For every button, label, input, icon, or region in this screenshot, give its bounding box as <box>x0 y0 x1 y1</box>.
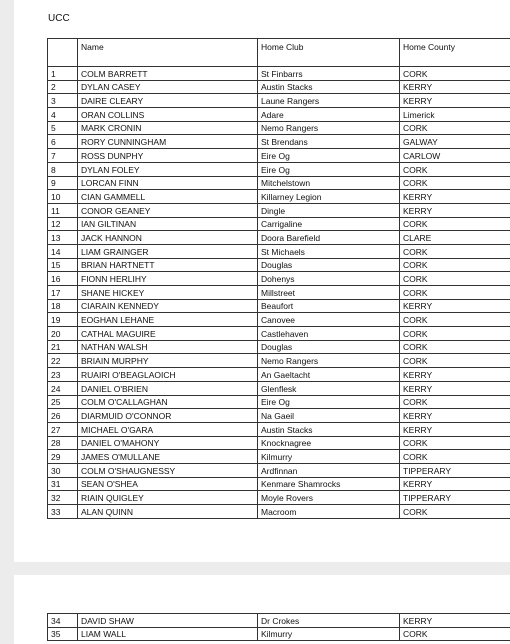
cell-number: 6 <box>48 135 78 149</box>
cell-name: MARK CRONIN <box>78 121 258 135</box>
table-row <box>48 422 510 436</box>
cell-number: 15 <box>48 258 78 272</box>
table-row <box>48 135 510 149</box>
cell-name: EOGHAN LEHANE <box>78 313 258 327</box>
cell-home-county: KERRY <box>400 409 510 423</box>
cell-home-county: KERRY <box>400 368 510 382</box>
cell-home-club: Kilmurry <box>258 627 400 641</box>
cell-home-club: Na Gaeil <box>258 409 400 423</box>
cell-number: 25 <box>48 395 78 409</box>
cell-number: 2 <box>48 80 78 94</box>
cell-home-club: Austin Stacks <box>258 80 400 94</box>
table-row <box>48 354 510 368</box>
cell-name: RIAIN QUIGLEY <box>78 491 258 505</box>
table-row <box>48 436 510 450</box>
table-row <box>48 231 510 245</box>
cell-home-county: CORK <box>400 286 510 300</box>
cell-name: COLM BARRETT <box>78 67 258 81</box>
cell-home-county: CORK <box>400 436 510 450</box>
cell-home-county: KERRY <box>400 80 510 94</box>
cell-number: 13 <box>48 231 78 245</box>
cell-home-county: CORK <box>400 67 510 81</box>
cell-home-club: Eire Og <box>258 149 400 163</box>
cell-home-county: CORK <box>400 627 510 641</box>
cell-name: CIAN GAMMELL <box>78 190 258 204</box>
cell-home-county: CORK <box>400 217 510 231</box>
cell-name: JAMES O'MULLANE <box>78 450 258 464</box>
cell-home-county: CORK <box>400 176 510 190</box>
cell-home-county: KERRY <box>400 94 510 108</box>
cell-home-club: Kenmare Shamrocks <box>258 477 400 491</box>
cell-number: 4 <box>48 108 78 122</box>
cell-home-county: CORK <box>400 313 510 327</box>
cell-name: DANIEL O'BRIEN <box>78 381 258 395</box>
cell-name: MICHAEL O'GARA <box>78 422 258 436</box>
table-row <box>48 299 510 313</box>
column-header-home-county: Home County <box>400 39 510 67</box>
cell-name: DAIRE CLEARY <box>78 94 258 108</box>
cell-number: 29 <box>48 450 78 464</box>
table-row <box>48 108 510 122</box>
cell-home-club: Laune Rangers <box>258 94 400 108</box>
table-row <box>48 162 510 176</box>
cell-home-county: CORK <box>400 244 510 258</box>
table-row <box>48 491 510 505</box>
table-row <box>48 463 510 477</box>
table-row <box>48 80 510 94</box>
cell-name: RUAIRI O'BEAGLAOICH <box>78 368 258 382</box>
cell-home-county: CARLOW <box>400 149 510 163</box>
cell-home-club: St Brendans <box>258 135 400 149</box>
cell-home-county: CORK <box>400 395 510 409</box>
cell-home-club: St Michaels <box>258 244 400 258</box>
table-row <box>48 477 510 491</box>
cell-home-club: Nemo Rangers <box>258 121 400 135</box>
table-row <box>48 409 510 423</box>
cell-name: DAVID SHAW <box>78 614 258 628</box>
column-header-name: Name <box>78 39 258 67</box>
cell-number: 27 <box>48 422 78 436</box>
cell-name: FIONN HERLIHY <box>78 272 258 286</box>
cell-home-county: CORK <box>400 505 510 519</box>
cell-name: DIARMUID O'CONNOR <box>78 409 258 423</box>
team-roster-table-continued <box>47 613 510 641</box>
cell-number: 16 <box>48 272 78 286</box>
cell-name: SEAN O'SHEA <box>78 477 258 491</box>
cell-name: COLM O'CALLAGHAN <box>78 395 258 409</box>
cell-number: 17 <box>48 286 78 300</box>
cell-name: LIAM WALL <box>78 627 258 641</box>
cell-number: 32 <box>48 491 78 505</box>
cell-home-club: Carrigaline <box>258 217 400 231</box>
cell-home-club: Canovee <box>258 313 400 327</box>
cell-home-club: Millstreet <box>258 286 400 300</box>
cell-home-county: CLARE <box>400 231 510 245</box>
cell-name: DYLAN CASEY <box>78 80 258 94</box>
cell-home-club: Adare <box>258 108 400 122</box>
cell-home-club: Beaufort <box>258 299 400 313</box>
cell-home-club: Doora Barefield <box>258 231 400 245</box>
cell-number: 8 <box>48 162 78 176</box>
table-row <box>48 505 510 519</box>
cell-home-club: Mitchelstown <box>258 176 400 190</box>
cell-home-county: TIPPERARY <box>400 463 510 477</box>
cell-number: 24 <box>48 381 78 395</box>
table-row <box>48 149 510 163</box>
cell-number: 7 <box>48 149 78 163</box>
cell-home-county: KERRY <box>400 422 510 436</box>
table-row <box>48 258 510 272</box>
cell-number: 12 <box>48 217 78 231</box>
team-roster-table <box>47 38 510 519</box>
cell-home-club: Dohenys <box>258 272 400 286</box>
document-page-1 <box>14 0 510 562</box>
table-row <box>48 340 510 354</box>
cell-name: CIARAIN KENNEDY <box>78 299 258 313</box>
cell-number: 11 <box>48 203 78 217</box>
cell-number: 5 <box>48 121 78 135</box>
cell-name: IAN GILTINAN <box>78 217 258 231</box>
table-row <box>48 244 510 258</box>
cell-number: 34 <box>48 614 78 628</box>
cell-number: 31 <box>48 477 78 491</box>
table-row <box>48 272 510 286</box>
cell-name: DANIEL O'MAHONY <box>78 436 258 450</box>
cell-home-club: Glenflesk <box>258 381 400 395</box>
document-page-2 <box>14 575 510 644</box>
cell-number: 18 <box>48 299 78 313</box>
table-row <box>48 203 510 217</box>
cell-number: 35 <box>48 627 78 641</box>
cell-home-club: St Finbarrs <box>258 67 400 81</box>
cell-name: CATHAL MAGUIRE <box>78 327 258 341</box>
table-row <box>48 217 510 231</box>
cell-home-county: KERRY <box>400 299 510 313</box>
cell-home-club: Nemo Rangers <box>258 354 400 368</box>
column-header-number <box>48 39 78 67</box>
cell-name: BRIAN HARTNETT <box>78 258 258 272</box>
cell-home-county: KERRY <box>400 203 510 217</box>
table-row <box>48 176 510 190</box>
table-row <box>48 614 510 628</box>
cell-name: LIAM GRAINGER <box>78 244 258 258</box>
cell-name: LORCAN FINN <box>78 176 258 190</box>
cell-home-club: Moyle Rovers <box>258 491 400 505</box>
document-title: UCC <box>48 13 70 24</box>
table-header-row <box>48 39 510 67</box>
table-row <box>48 190 510 204</box>
cell-name: DYLAN FOLEY <box>78 162 258 176</box>
cell-home-club: Eire Og <box>258 395 400 409</box>
cell-home-county: TIPPERARY <box>400 491 510 505</box>
cell-number: 28 <box>48 436 78 450</box>
cell-home-county: CORK <box>400 327 510 341</box>
cell-home-county: KERRY <box>400 190 510 204</box>
cell-home-club: Douglas <box>258 258 400 272</box>
cell-home-club: Knocknagree <box>258 436 400 450</box>
cell-number: 1 <box>48 67 78 81</box>
cell-home-county: CORK <box>400 354 510 368</box>
cell-home-county: CORK <box>400 450 510 464</box>
cell-home-club: Killarney Legion <box>258 190 400 204</box>
cell-home-club: Douglas <box>258 340 400 354</box>
cell-name: RORY CUNNINGHAM <box>78 135 258 149</box>
cell-number: 14 <box>48 244 78 258</box>
table-row <box>48 313 510 327</box>
cell-number: 10 <box>48 190 78 204</box>
cell-name: BRIAIN MURPHY <box>78 354 258 368</box>
cell-name: SHANE HICKEY <box>78 286 258 300</box>
cell-number: 3 <box>48 94 78 108</box>
table-row <box>48 94 510 108</box>
table-row <box>48 67 510 81</box>
cell-home-county: KERRY <box>400 381 510 395</box>
cell-number: 33 <box>48 505 78 519</box>
table-row <box>48 121 510 135</box>
cell-home-county: KERRY <box>400 477 510 491</box>
table-row <box>48 368 510 382</box>
cell-home-county: Limerick <box>400 108 510 122</box>
table-row <box>48 395 510 409</box>
cell-home-club: Macroom <box>258 505 400 519</box>
cell-number: 20 <box>48 327 78 341</box>
cell-home-club: Ardfinnan <box>258 463 400 477</box>
cell-number: 19 <box>48 313 78 327</box>
cell-number: 30 <box>48 463 78 477</box>
cell-name: ROSS DUNPHY <box>78 149 258 163</box>
cell-home-county: CORK <box>400 272 510 286</box>
cell-name: COLM O'SHAUGNESSY <box>78 463 258 477</box>
cell-home-county: CORK <box>400 340 510 354</box>
cell-home-county: CORK <box>400 162 510 176</box>
cell-home-club: Austin Stacks <box>258 422 400 436</box>
cell-name: ORAN COLLINS <box>78 108 258 122</box>
cell-home-club: Castlehaven <box>258 327 400 341</box>
table-row <box>48 627 510 641</box>
cell-name: ALAN QUINN <box>78 505 258 519</box>
cell-number: 22 <box>48 354 78 368</box>
cell-home-club: Eire Og <box>258 162 400 176</box>
column-header-home-club: Home Club <box>258 39 400 67</box>
table-row <box>48 450 510 464</box>
table-row <box>48 381 510 395</box>
cell-home-county: GALWAY <box>400 135 510 149</box>
cell-number: 23 <box>48 368 78 382</box>
cell-name: NATHAN WALSH <box>78 340 258 354</box>
cell-home-club: Dr Crokes <box>258 614 400 628</box>
cell-number: 21 <box>48 340 78 354</box>
cell-name: JACK HANNON <box>78 231 258 245</box>
cell-home-club: Kilmurry <box>258 450 400 464</box>
cell-number: 26 <box>48 409 78 423</box>
cell-home-club: Dingle <box>258 203 400 217</box>
table-row <box>48 286 510 300</box>
cell-name: CONOR GEANEY <box>78 203 258 217</box>
cell-home-county: KERRY <box>400 614 510 628</box>
cell-home-county: CORK <box>400 121 510 135</box>
cell-number: 9 <box>48 176 78 190</box>
table-row <box>48 327 510 341</box>
cell-home-county: CORK <box>400 258 510 272</box>
cell-home-club: An Gaeltacht <box>258 368 400 382</box>
